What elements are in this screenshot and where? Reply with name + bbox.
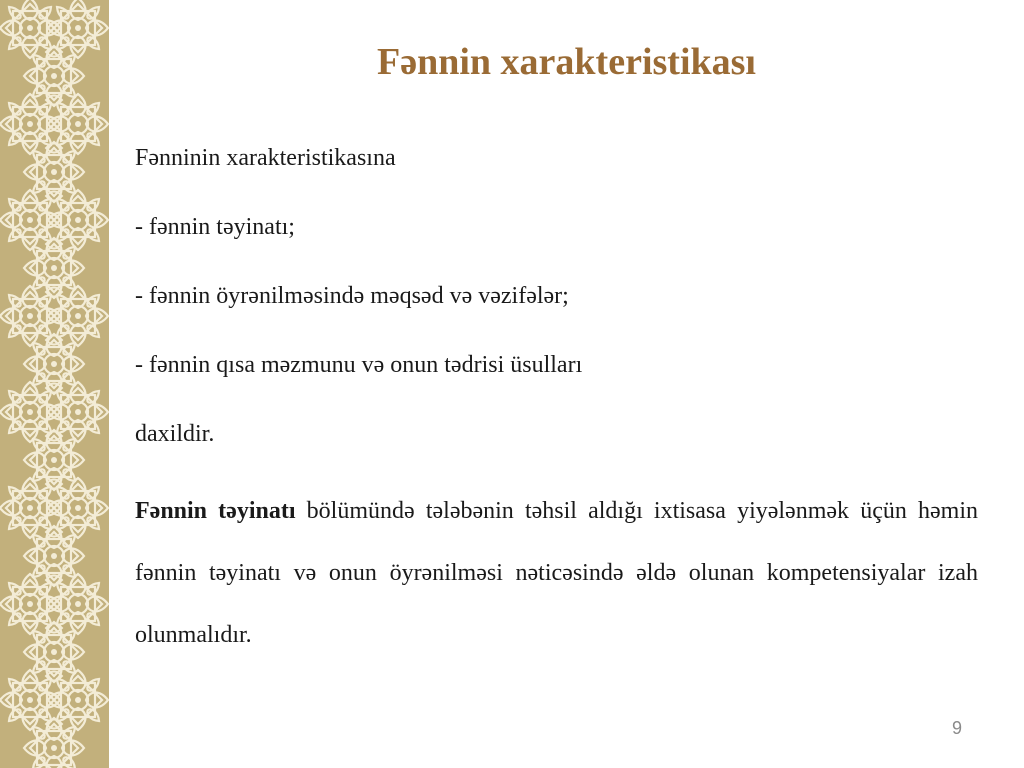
list-item-goals: - fənnin öyrənilməsində məqsəd və vəzifələr; [135, 283, 569, 309]
paragraph-bold-lead: Fənnin təyinatı [135, 498, 296, 524]
closing-text: daxildir. [135, 421, 215, 447]
page-number: 9 [951, 718, 962, 738]
paragraph-text: bölümündə tələbənin təhsil aldığı ixtisasa yiyələnmək üçün həmin fənnin təyinatı və onun öyrənilməsi nəticəsində əldə olunan kompetensiyalar izah olunmalıdır. [135, 498, 978, 648]
intro-text: Fənninin xarakteristikasına [135, 145, 396, 171]
slide-body [135, 135, 978, 666]
ornament-column [0, 0, 108, 768]
list-item-content: - fənnin qısa məzmunu və onun tədrisi üsulları [135, 352, 583, 378]
ornament-pattern [0, 0, 109, 768]
decorative-border [0, 0, 109, 768]
description-paragraph [135, 480, 978, 666]
slide-title: Fənnin xarakteristikası [377, 41, 756, 83]
list-item-purpose: - fənnin təyinatı; [135, 214, 295, 240]
